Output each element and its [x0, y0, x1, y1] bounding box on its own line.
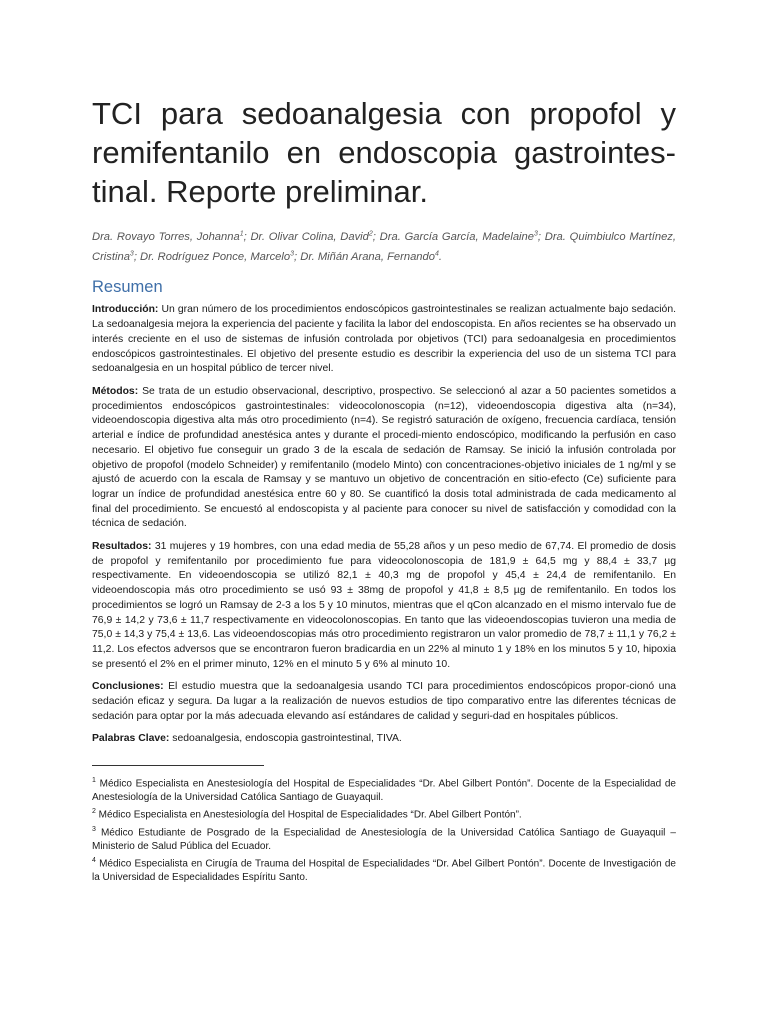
abstract-text: El estudio muestra que la sedoanalgesia usando TCI para procedimientos endoscópicos propor-cionó una sedación eficaz y segura. Da lugar a la realización de nuevos estudios de tipo comparativo entre las diferentes técnicas de sedación para optar por la más adecuada elevando así estándares de calidad y seguri-dad en hospitales públicos.: [92, 681, 676, 722]
author-affiliation-mark: 3: [129, 250, 134, 258]
footnote-text: Médico Especialista en Cirugía de Trauma del Hospital de Especialidades “Dr. Abel Gilbert Pontón”. Docente de Investigación de la Universidad de Especialidades Espíritu Santo.: [92, 858, 676, 884]
author-affiliation-mark: 3: [290, 250, 295, 258]
abstract-resultados: [92, 540, 676, 672]
abstract-label: Introducción:: [92, 304, 159, 316]
author-separator: ;: [243, 230, 251, 243]
abstract-metodos: [92, 385, 676, 532]
footnote-number: 1: [92, 777, 96, 785]
author-name: Dr. Rodríguez Ponce, Marcelo: [140, 251, 291, 264]
author-separator: ;: [294, 251, 301, 264]
author-affiliation-mark: 3: [533, 230, 538, 237]
footnote: [92, 854, 676, 885]
paper-page: [92, 94, 676, 885]
author: [250, 231, 379, 243]
abstract-label: Palabras Clave:: [92, 733, 170, 745]
author-affiliation-mark: 4: [434, 250, 439, 258]
footnote-text: Médico Especialista en Anestesiología del Hospital de Especialidades “Dr. Abel Gilbert Pontón”. Docente de la Especialidad de Anestesiología de la Universidad Católica Santiago de Guayaquil.: [92, 778, 676, 804]
author-list: [92, 225, 676, 266]
footnote-separator: [92, 765, 264, 766]
author-name: Dra. Rovayo Torres, Johanna: [92, 230, 240, 243]
author-name: Dra. Quimbiulco Martínez, Cristina: [92, 230, 676, 264]
footnote-number: 4: [92, 857, 96, 865]
footnote: [92, 774, 676, 805]
author-separator: ;: [537, 230, 545, 243]
author: [92, 231, 250, 243]
author: [380, 231, 545, 243]
footnote-number: 2: [92, 808, 96, 816]
footnote-number: 3: [92, 825, 96, 833]
footnote: [92, 823, 676, 854]
author: [300, 251, 442, 263]
author-name: Dr. Miñán Arana, Fernando: [300, 251, 435, 264]
abstract-introduccion: [92, 303, 676, 377]
footnote-text: Médico Estudiante de Posgrado de la Especialidad de Anestesiología de la Universidad Católica Santiago de Guayaquil – Ministerio de Salud Pública del Ecuador.: [92, 827, 676, 853]
abstract-label: Resultados:: [92, 541, 152, 553]
author-separator: ;: [133, 251, 141, 264]
abstract-label: Métodos:: [92, 385, 139, 397]
abstract-text: Se trata de un estudio observacional, descriptivo, prospectivo. Se seleccionó al azar a 50 pacientes sometidos a procedimientos endoscópicos gastrointestinales: videocolonoscopia (n=12), videoendoscopia digestiva alta (n=34), videoendoscopia digestiva alta más otro procedimiento (n=4). Se registró saturación de oxígeno, frecuencia cardíaca, tensión arterial e índice de profundidad anestésica antes y durante el procedi-miento endoscópico, modificando la perfusión en caso necesario. El objetivo fue conseguir un grado 3 de la escala de sedación de Ramsay. Se inició la infusión controlada por objetivo de propofol (modelo Schneider) y remifentanilo (modelo Minto) con concentraciones-objetivo iniciales de 1 ng/ml y se ajustó de acuerdo con la escala de Ramsay y se mantuvo un objetivo de concentración en sitio-efecto (Ce) suficiente para lograr un índice de profundidad anestésica entre 60 y 80. Se cuantificó la dosis total administrada de cada medicamento al final del procedimiento. Se encuestó al endoscopista y al paciente para conocer su nivel de satisfacción y comodidad con la técnica de sedación.: [92, 385, 676, 530]
footnote: [92, 805, 676, 822]
abstract-text: sedoanalgesia, endoscopia gastrointestinal, TIVA.: [169, 733, 402, 745]
abstract-text: 31 mujeres y 19 hombres, con una edad media de 55,28 años y un peso medio de 67,74. El promedio de dosis de propofol y remifentanilo por procedimiento fue para videocolonoscopia de 181,9 ± 64,5 mg y 88,4 ± 33,7 µg respectivamente. En videoendoscopia se utilizó 82,1 ± 40,3 mg de propofol y 45,4 ± 24,4 de remifentanilo. En videoendoscopia más otro procedimiento se usó 93 ± 38mg de propofol y 41,8 ± 8,5 µg de remifentanilo. En todos los procedimientos se logró un Ramsay de 2-3 a los 5 y 10 minutos, mientras que el qCon alcanzado en el mismo intervalo fue de 76,9 ± 14,2 y 73,6 ± 11,7 respectivamente en videocolonoscopias. En tanto que las videoendoscopias tuvieron una media de 75,0 ± 14,3 y 75,4 ± 13,6. Las videoendoscopias más otro procedimiento registraron un valor promedio de 78,7 ± 11,1 y 76,2 ± 11,2. Los efectos adversos que se encontraron fueron bradicardia en un 22% al minuto 1 y 18% en los minutos 5 y 10, hipoxia se presentó el 2% en el primer minuto, 12% en el minuto 5 y 6% al minuto 10.: [92, 541, 676, 670]
abstract-label: Conclusiones:: [92, 681, 164, 693]
author: [140, 251, 300, 263]
author-affiliation-mark: 2: [368, 230, 373, 237]
author-separator: ;: [372, 230, 380, 243]
paper-title: TCI para sedoanalgesia con propofol y remifentanilo en endoscopia gastrointes-tinal. Reporte preliminar.: [92, 96, 676, 209]
author-affiliation-mark: 1: [239, 230, 244, 237]
author-separator: .: [438, 251, 442, 264]
abstract-text: Un gran número de los procedimientos endoscópicos gastrointestinales se realizan actualmente bajo sedación. La sedoanalgesia mejora la experiencia del paciente y facilita la labor del endoscopista. En años recientes se ha observado un interés creciente en el uso de sistemas de infusión controlada por objetivos (TCI) para sedoanalgesia en procedimientos endoscópicos gastrointestinales. El objetivo del presente estudio es describir la experiencia del uso de un sistema TCI para sedoanalgesia en un hospital público de tercer nivel.: [92, 304, 676, 375]
author-name: Dra. García García, Madelaine: [379, 230, 534, 243]
abstract-palabras-clave: [92, 732, 676, 747]
author-name: Dr. Olivar Colina, David: [250, 230, 369, 243]
abstract-conclusiones: [92, 680, 676, 724]
section-heading-resumen: Resumen: [92, 278, 163, 297]
footnote-text: Médico Especialista en Anestesiología del Hospital de Especialidades “Dr. Abel Gilbert Pontón”.: [95, 809, 522, 821]
